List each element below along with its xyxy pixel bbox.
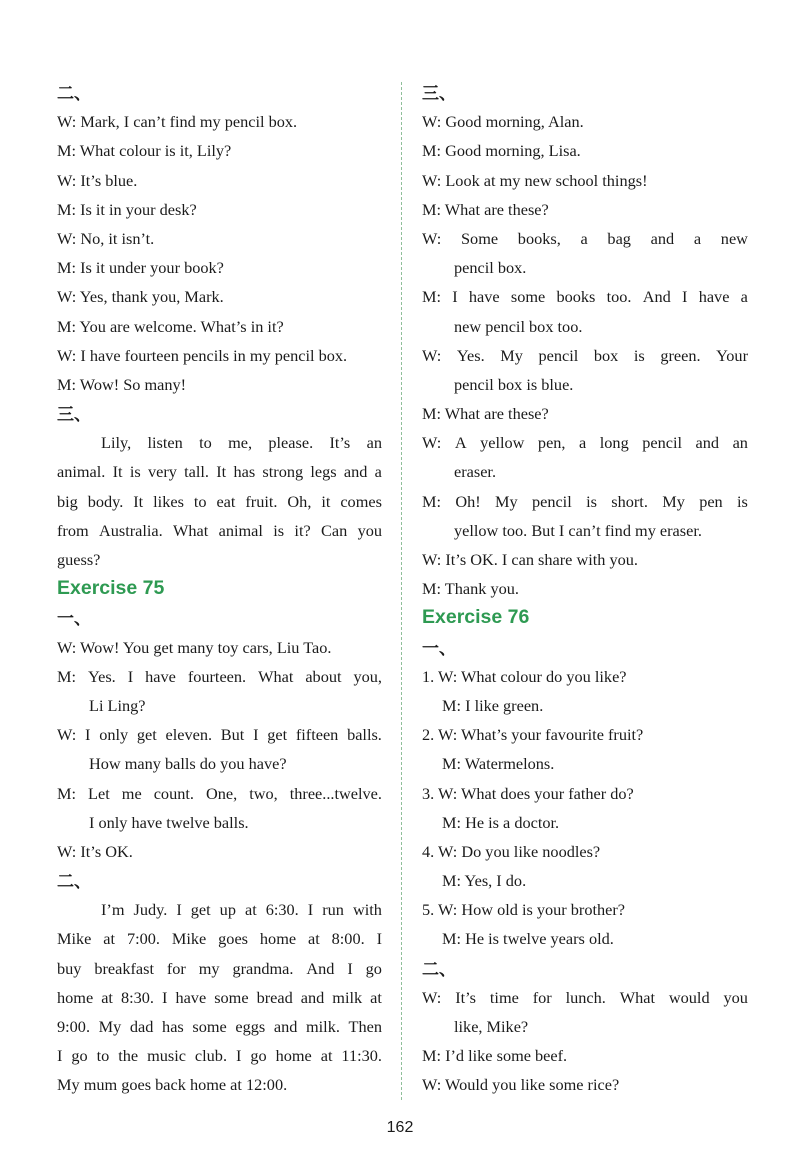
text-line: M: Thank you. <box>422 579 519 599</box>
text-line: animal. It is very tall. It has strong legs and a <box>57 462 382 482</box>
text-line: 3. W: What does your father do? <box>422 783 634 803</box>
text-line: M: Let me count. One, two, three...twelve. <box>57 783 382 803</box>
text-line: 2. W: What’s your favourite fruit? <box>422 725 644 745</box>
text-line: Mike at 7:00. Mike goes home at 8:00. I <box>57 929 382 949</box>
section-marker: 二、 <box>57 84 91 104</box>
exercise-heading: Exercise 75 <box>57 577 165 600</box>
text-line: W: I only get eleven. But I get fifteen balls. <box>57 725 382 745</box>
column-divider <box>401 82 402 1100</box>
text-line: W: Some books, a bag and a new <box>422 228 748 248</box>
text-line: W: It’s OK. <box>57 841 133 861</box>
text-line: M: What colour is it, Lily? <box>57 141 232 161</box>
text-line: W: Mark, I can’t find my pencil box. <box>57 112 298 132</box>
text-line: 1. W: What colour do you like? <box>422 666 627 686</box>
continuation-line: pencil box is blue. <box>454 374 574 394</box>
section-marker: 一、 <box>422 638 456 659</box>
text-line: M: I’d like some beef. <box>422 1046 568 1066</box>
answer-line: M: Yes, I do. <box>442 871 527 891</box>
exercise-heading: Exercise 76 <box>422 606 530 629</box>
text-line: buy breakfast for my grandma. And I go <box>57 958 382 978</box>
text-line: W: It’s blue. <box>57 170 138 190</box>
text-line: W: Good morning, Alan. <box>422 112 584 132</box>
text-line: W: Yes. My pencil box is green. Your <box>422 345 748 365</box>
text-line: 4. W: Do you like noodles? <box>422 841 601 861</box>
text-line: home at 8:30. I have some bread and milk at <box>57 987 382 1007</box>
text-line: M: Is it under your book? <box>57 258 224 278</box>
text-line: W: No, it isn’t. <box>57 228 155 248</box>
text-line: I go to the music club. I go home at 11:30. <box>57 1046 382 1066</box>
continuation-line: I only have twelve balls. <box>89 812 249 832</box>
text-line: W: Look at my new school things! <box>422 170 648 190</box>
text-line: M: What are these? <box>422 404 549 424</box>
text-line: M: Oh! My pencil is short. My pen is <box>422 491 748 511</box>
text-line: M: Wow! So many! <box>57 374 187 394</box>
section-marker: 三、 <box>422 84 456 104</box>
section-marker: 三、 <box>57 405 91 426</box>
right-column <box>422 78 748 1100</box>
section-marker: 二、 <box>422 959 456 980</box>
text-line: W: I have fourteen pencils in my pencil box. <box>57 345 348 365</box>
text-line: W: It’s time for lunch. What would you <box>422 987 748 1007</box>
answer-line: M: He is twelve years old. <box>442 929 614 949</box>
continuation-line: eraser. <box>454 462 497 482</box>
text-line: M: I have some books too. And I have a <box>422 287 748 307</box>
continuation-line: Li Ling? <box>89 695 146 715</box>
text-line: M: What are these? <box>422 199 549 219</box>
paragraph-first-line: I’m Judy. I get up at 6:30. I run with <box>101 900 382 920</box>
section-marker: 一、 <box>57 609 91 630</box>
page-number: 162 <box>386 1119 414 1136</box>
left-column <box>57 78 382 1100</box>
text-line: big body. It likes to eat fruit. Oh, it comes <box>57 491 382 511</box>
text-line: W: It’s OK. I can share with you. <box>422 550 638 569</box>
answer-line: M: Watermelons. <box>442 754 555 774</box>
section-marker: 二、 <box>57 872 91 893</box>
text-line: My mum goes back home at 12:00. <box>57 1075 288 1095</box>
text-line: W: A yellow pen, a long pencil and an <box>422 433 748 453</box>
continuation-line: pencil box. <box>454 258 527 278</box>
text-line: from Australia. What animal is it? Can you <box>57 520 382 540</box>
text-line: W: Would you like some rice? <box>422 1075 620 1095</box>
continuation-line: new pencil box too. <box>454 316 583 336</box>
text-line: W: Yes, thank you, Mark. <box>57 287 224 307</box>
text-line: M: Is it in your desk? <box>57 199 197 219</box>
text-line: M: You are welcome. What’s in it? <box>57 316 284 336</box>
text-line: guess? <box>57 550 101 569</box>
continuation-line: How many balls do you have? <box>89 754 287 774</box>
text-line: M: Yes. I have fourteen. What about you, <box>57 666 382 686</box>
text-line: 9:00. My dad has some eggs and milk. Then <box>57 1017 382 1036</box>
continuation-line: like, Mike? <box>454 1017 529 1036</box>
answer-line: M: He is a doctor. <box>442 812 560 832</box>
continuation-line: yellow too. But I can’t find my eraser. <box>454 520 702 540</box>
paragraph-first-line: Lily, listen to me, please. It’s an <box>101 433 382 453</box>
text-line: 5. W: How old is your brother? <box>422 900 626 920</box>
text-line: W: Wow! You get many toy cars, Liu Tao. <box>57 637 332 657</box>
answer-line: M: I like green. <box>442 695 544 715</box>
text-line: M: Good morning, Lisa. <box>422 141 581 161</box>
